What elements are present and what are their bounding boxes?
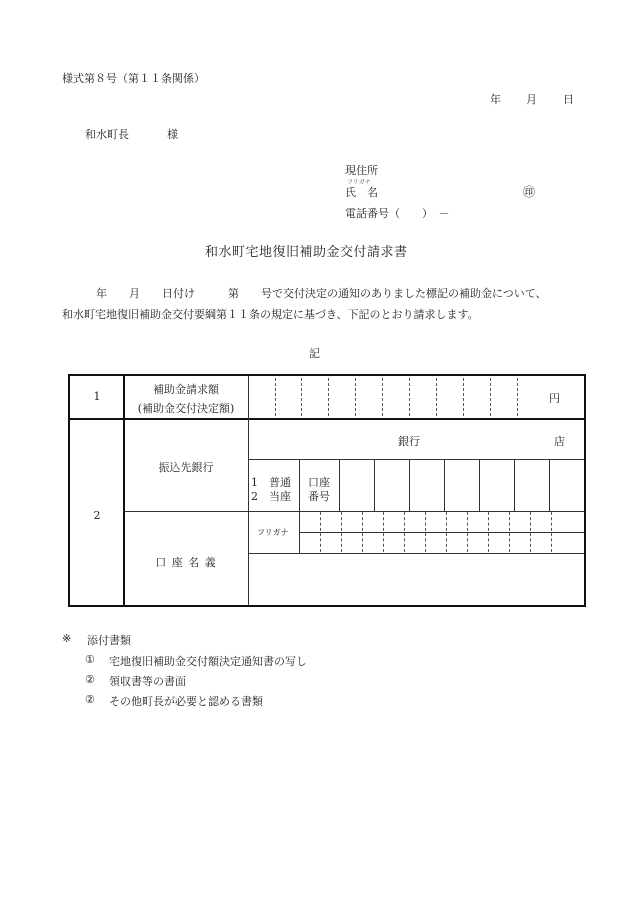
account-digit-divider	[479, 459, 480, 511]
furigana-char-divider	[383, 512, 384, 552]
account-digit-divider	[549, 459, 550, 511]
amount-digit-divider	[328, 378, 329, 416]
amount-digit-divider	[301, 378, 302, 416]
amount-digit-divider	[382, 378, 383, 416]
address-label: 現住所	[345, 164, 378, 177]
amount-digit-divider	[436, 378, 437, 416]
account-digit-divider	[339, 459, 340, 511]
account-type-divider	[299, 459, 300, 511]
seal-mark: ㊞	[523, 185, 536, 199]
furigana-char-divider	[404, 512, 405, 552]
attachments-mark: ※	[62, 632, 72, 645]
amount-digit-divider	[463, 378, 464, 416]
furigana-char-divider	[446, 512, 447, 552]
attachment-text-1: 宅地復旧補助金交付額決定通知書の写し	[109, 655, 307, 668]
furigana-char-divider	[551, 512, 552, 552]
furigana-char-divider	[467, 512, 468, 552]
furigana-label: フリガナ	[257, 528, 289, 537]
form-number: 様式第８号（第１１条関係）	[62, 72, 205, 85]
account-digit-divider	[409, 459, 410, 511]
row1-unit: 円	[549, 392, 560, 405]
attachments-heading: 添付書類	[87, 634, 131, 647]
account-type-2: 2 当座	[251, 490, 291, 503]
bank-suffix: 銀行	[398, 435, 420, 448]
furigana-char-divider	[509, 512, 510, 552]
account-digit-divider	[374, 459, 375, 511]
phone-label: 電話番号（ ） －	[345, 207, 450, 220]
amount-digit-divider	[275, 378, 276, 416]
account-number-label-2: 番号	[308, 490, 330, 503]
amount-digit-divider	[355, 378, 356, 416]
row1-label-line2: (補助金交付決定額)	[137, 402, 235, 415]
table-divider-label	[248, 376, 249, 605]
branch-suffix: 店	[554, 435, 565, 448]
bank-label: 振込先銀行	[158, 461, 214, 474]
date-year: 年	[490, 93, 501, 106]
attachment-text-3: その他町長が必要と認める書類	[109, 695, 263, 708]
body-line-1: 年 月 日付け 第 号で交付決定の通知のありました標記の補助金について、	[96, 287, 547, 300]
date-day: 日	[563, 93, 574, 106]
row2-number: 2	[93, 509, 101, 522]
date-month: 月	[526, 93, 537, 106]
furigana-bottom	[249, 553, 584, 554]
furigana-char-divider	[488, 512, 489, 552]
furigana-char-divider	[362, 512, 363, 552]
attachment-mark-3: ②	[85, 693, 95, 706]
furigana-char-divider	[341, 512, 342, 552]
row1-number: 1	[93, 390, 101, 403]
furigana-char-divider	[530, 512, 531, 552]
furigana-char-divider	[425, 512, 426, 552]
addressee-honorific: 様	[167, 128, 178, 141]
row1-label-line1: 補助金請求額	[153, 383, 219, 396]
account-holder-label: 口 座 名 義	[155, 556, 217, 569]
addressee-title: 和水町長	[85, 128, 129, 141]
document-title: 和水町宅地復旧補助金交付請求書	[205, 245, 408, 260]
amount-digit-divider	[517, 378, 518, 416]
name-label: 氏 名	[345, 186, 378, 199]
attachment-mark-1: ①	[85, 653, 95, 666]
account-type-1: 1 普通	[251, 476, 291, 489]
attachment-mark-2: ②	[85, 673, 95, 686]
bank-section-bottom	[125, 511, 584, 512]
amount-digit-divider	[490, 378, 491, 416]
table-divider-row	[70, 418, 584, 420]
account-digit-divider	[444, 459, 445, 511]
name-furigana: フリガナ	[347, 179, 371, 186]
attachment-text-2: 領収書等の書面	[109, 675, 186, 688]
table-divider-number	[123, 376, 125, 605]
account-digit-divider	[514, 459, 515, 511]
amount-digit-divider	[409, 378, 410, 416]
furigana-char-divider	[320, 512, 321, 552]
ki-label: 記	[309, 347, 320, 360]
account-number-label-1: 口座	[308, 476, 330, 489]
body-line-2: 和水町宅地復旧補助金交付要綱第１１条の規定に基づき、下記のとおり請求します。	[62, 308, 479, 321]
request-table	[68, 374, 586, 607]
